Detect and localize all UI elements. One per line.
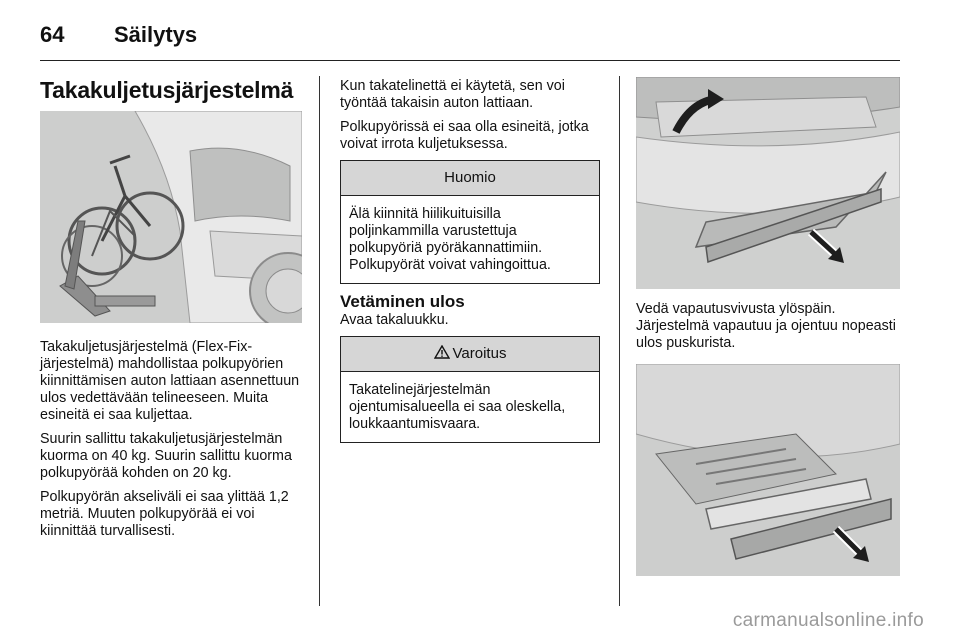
pull-out-heading: Vetäminen ulos bbox=[340, 292, 465, 311]
extended-carrier-illustration bbox=[636, 364, 900, 576]
wheelbase-paragraph: Polkupyörän akseliväli ei saa ylittää 1,2 metriä. Muuten polkupyörää ei voi kiinnittää turvallisesti. bbox=[40, 489, 289, 539]
bike-carrier-illustration bbox=[40, 111, 302, 323]
pull-out-instruction: Avaa takaluukku. bbox=[340, 312, 449, 328]
watermark: carmanualsonline.info bbox=[732, 610, 924, 631]
header-rule bbox=[40, 60, 900, 61]
warning-header bbox=[341, 337, 599, 372]
notice-title: Huomio bbox=[341, 161, 599, 196]
notice-text: Älä kiinnitä hiilikuituisilla poljinkammilla varustettuja polkupyöriä pyöräkannattimiin. Polkupyörät voivat vahingoittua. bbox=[349, 206, 551, 273]
loose-items-paragraph: Polkupyörissä ei saa olla esineitä, jotka voivat irrota kuljetuksessa. bbox=[340, 119, 589, 152]
page-number: 64 bbox=[40, 22, 65, 47]
middle-column-text bbox=[340, 78, 600, 451]
release-instruction: Vedä vapautusvivusta ylöspäin. Järjestelmä vapautuu ja ojentuu nopeasti ulos puskurista. bbox=[636, 301, 896, 351]
release-lever-illustration bbox=[636, 77, 900, 289]
column-divider-left bbox=[319, 76, 320, 606]
warning-title: Varoitus bbox=[452, 345, 507, 362]
left-column-text bbox=[40, 339, 305, 547]
main-heading: Takakuljetusjärjestelmä bbox=[40, 77, 294, 103]
section-title: Säilytys bbox=[114, 22, 198, 47]
warning-text: Takatelinejärjestelmän ojentumisalueella ei saa oleskella, loukkaantumisvaara. bbox=[349, 382, 566, 432]
warning-triangle-icon bbox=[434, 345, 450, 359]
warning-box bbox=[340, 336, 600, 443]
right-column-text bbox=[636, 301, 902, 359]
intro-paragraph: Takakuljetusjärjestelmä (Flex-Fix-järjestelmä) mahdollistaa polkupyörien kiinnittämisen auton lattiaan asennettuun ulos vedettävään telineeseen. Muita esineitä ei saa kuljettaa. bbox=[40, 339, 300, 423]
notice-box bbox=[340, 160, 600, 284]
column-divider-right bbox=[619, 76, 620, 606]
storage-paragraph: Kun takatelinettä ei käytetä, sen voi työntää takaisin auton lattiaan. bbox=[340, 78, 565, 111]
load-limit-paragraph: Suurin sallittu takakuljetusjärjestelmän kuorma on 40 kg. Suurin sallittu kuorma polkupyörää kohden on 20 kg. bbox=[40, 431, 292, 481]
